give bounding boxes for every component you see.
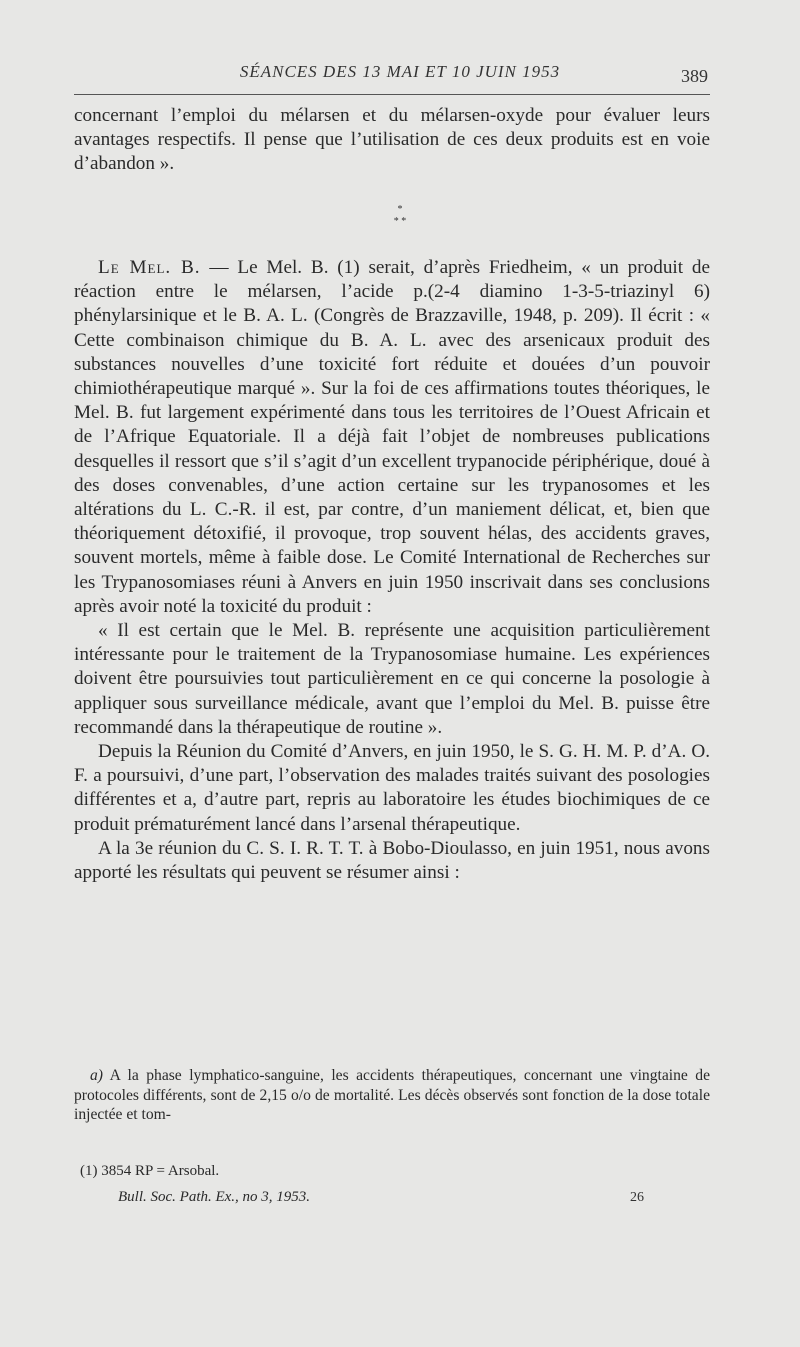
list-item-a bbox=[74, 1066, 710, 1125]
item-a-paragraph bbox=[74, 1066, 710, 1125]
paragraph-quote: « Il est certain que le Mel. B. représente une acquisition particulièrement intéressante pour le traitement de la Trypanosomiase humaine. Les expériences doivent être poursuivies tout particulièrement en ce qui concerne la posologie à appliquer sous surveillance médicale, avant que l’emploi du Mel. B. puisse être recommandé dans la thérapeutique de routine ». bbox=[74, 620, 710, 738]
running-title: SÉANCES DES 13 MAI ET 10 JUIN 1953 bbox=[239, 62, 561, 81]
header-rule bbox=[74, 94, 710, 95]
footnote-1: (1) 3854 RP = Arsobal. bbox=[80, 1163, 220, 1179]
separator-star-top: * bbox=[397, 204, 403, 215]
page-number: 389 bbox=[681, 66, 708, 86]
paragraph-continued bbox=[74, 104, 710, 177]
main-text bbox=[74, 256, 710, 885]
section-heading: Le Mel. B. bbox=[98, 257, 201, 278]
paragraph-depuis: Depuis la Réunion du Comité d’Anvers, en juin 1950, le S. G. H. M. P. d’A. O. F. a poursuivi, d’une part, l’observation des malades traités suivant des posologies différentes et a, d’autre part, repris au laboratoire les études biochimiques de ce produit prématurément lancé dans l’arsenal thérapeutique. bbox=[74, 741, 710, 835]
item-a-label: a) bbox=[90, 1067, 103, 1084]
signature-mark: 26 bbox=[630, 1190, 644, 1205]
paragraph-mel-b-body: — Le Mel. B. (1) serait, d’après Friedheim, « un produit de réaction entre le mélarsen, l’acide p.(2-4 diamino 1-3-5-triazinyl 6) phénylarsinique et le B. A. L. (Congrès de Brazzaville, 1948, p. 209). Il écrit : « Cette combinaison chimique du B. A. L. avec des arsenicaux produit des substances nouvelles d’une toxicité fort réduite et douées d’un pouvoir chimiothérapeutique marqué ». Sur la foi de ces affirmations toutes théoriques, le Mel. B. fut largement expérimenté dans tous les territoires de l’Ouest Africain et de l’Afrique Equatoriale. Il a déjà fait l’objet de nombreuses publications desquelles il ressort que s’il s’agit d’un excellent trypanocide périphérique, doué à des doses convenables, d’une action certaine sur les trypanosomes et les altérations du L. C.-R. il est, par contre, d’un maniement délicat, et, bien que théoriquement détoxifié, il provoque, trop souvent hélas, des accidents graves, souvent mortels, même à faible dose. Le Comité International de Recherches sur les Trypanosomiases réuni à Anvers en juin 1950 inscrivait dans ses conclusions après avoir noté la toxicité du produit : bbox=[74, 257, 711, 617]
item-a-text: A la phase lymphatico-sanguine, les accidents thérapeutiques, concernant une vingtaine de protocoles différents, sont de 2,15 o/o de mortalité. Les décès observés sont fonction de la dose totale injectée et tom- bbox=[74, 1067, 710, 1123]
section-separator bbox=[0, 204, 800, 228]
paragraph-top: concernant l’emploi du mélarsen et du mélarsen-oxyde pour évaluer leurs avantages respectifs. Il pense que l’utilisation de ces deux produits est en voie d’abandon ». bbox=[74, 105, 710, 175]
journal-reference: Bull. Soc. Path. Ex., no 3, 1953. bbox=[118, 1189, 311, 1205]
page-header bbox=[0, 62, 800, 92]
separator-stars-bottom: * * bbox=[393, 216, 407, 227]
paragraph-reunion: A la 3e réunion du C. S. I. R. T. T. à Bobo-Dioulasso, en juin 1951, nous avons apporté les résultats qui peuvent se résumer ainsi : bbox=[74, 837, 710, 884]
paragraph-mel-b bbox=[74, 256, 710, 619]
footnotes bbox=[80, 1158, 680, 1210]
